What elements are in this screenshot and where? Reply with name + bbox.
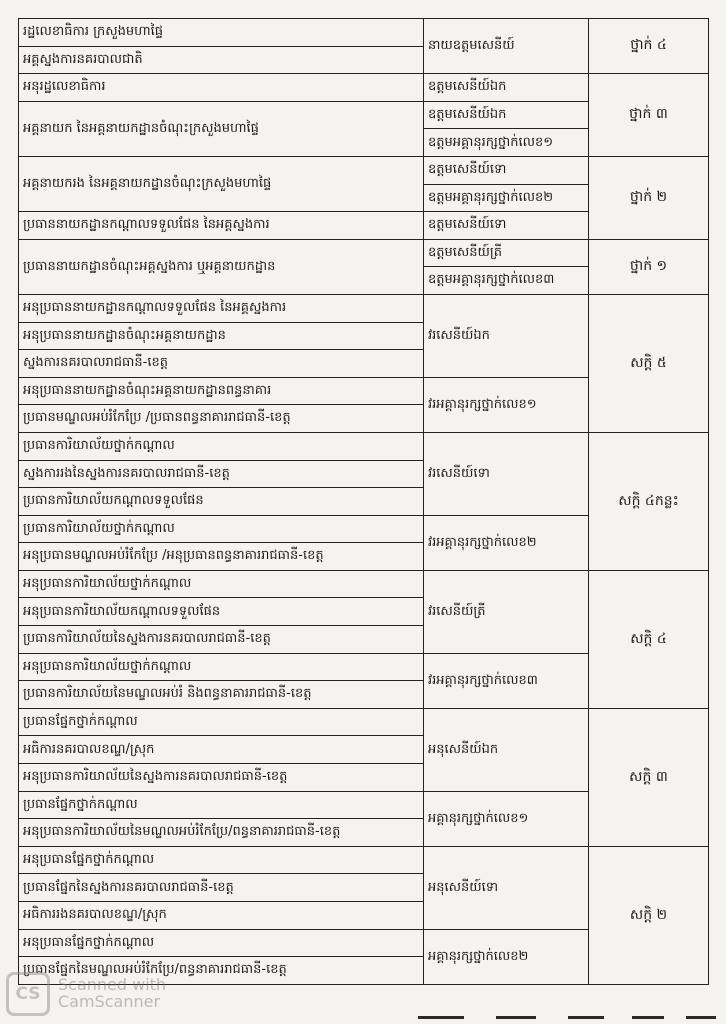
position-cell: អធិការរងនគរបាលខណ្ឌ/ស្រុក (19, 902, 424, 930)
rank-cell: សក្តិ ៤កន្លះ (589, 432, 709, 570)
position-cell: ស្នងការរងនៃស្នងការនគរបាលរាជធានី-ខេត្ត (19, 460, 424, 488)
table-row (19, 294, 709, 322)
position-cell: ប្រធានការិយាល័យនៃមណ្ឌលអប់រំ និងពន្ធនាគាររាជធានី-ខេត្ត (19, 681, 424, 709)
camscanner-watermark (6, 972, 166, 1016)
rank-cell: សក្តិ ៥ (589, 294, 709, 432)
position-cell: ប្រធានផ្នែកនៃស្នងការនគរបាលរាជធានី-ខេត្ត (19, 874, 424, 902)
table-row (19, 708, 709, 736)
position-cell: ប្រធានមណ្ឌលអប់រំកែប្រែ /ប្រធានពន្ធនាគាររាជធានី-ខេត្ត (19, 405, 424, 433)
position-cell: អនុប្រធានការិយាល័យថ្នាក់កណ្តាល (19, 653, 424, 681)
rank-cell: ថ្នាក់ ២ (589, 156, 709, 239)
grade-cell: ឧត្តមសេនីយ៍ទោ (424, 212, 589, 240)
grade-cell: ឧត្តមអគ្គានុរក្សថ្នាក់លេខ៣ (424, 267, 589, 295)
position-cell: អនុរដ្ឋលេខាធិការ (19, 74, 424, 102)
table-row (19, 432, 709, 460)
table-row (19, 156, 709, 184)
grade-cell: វរសេនីយ៍ឯក (424, 294, 589, 377)
grade-cell: ឧត្តមសេនីយ៍ទោ (424, 156, 589, 184)
table-row (19, 570, 709, 598)
position-cell: អគ្គនាយក នៃអគ្គនាយកដ្ឋានចំណុះក្រសួងមហាផ្ទៃ (19, 101, 424, 156)
position-cell: អនុប្រធាននាយកដ្ឋានចំណុះអគ្គនាយកដ្ឋាន (19, 322, 424, 350)
grade-cell: វរសេនីយ៍ត្រី (424, 570, 589, 653)
position-cell: ប្រធាននាយកដ្ឋានកណ្តាលទទួលផែន នៃអគ្គស្នងការ (19, 212, 424, 240)
grade-cell: អនុសេនីយ៍ឯក (424, 708, 589, 791)
position-cell: អនុប្រធានការិយាល័យនៃស្នងការនគរបាលរាជធានី-ខេត្ត (19, 764, 424, 792)
position-cell: អនុប្រធានផ្នែកថ្នាក់កណ្តាល (19, 846, 424, 874)
grade-cell: វរអគ្គានុរក្សថ្នាក់លេខ១ (424, 377, 589, 432)
position-cell: អគ្គស្នងការនគរបាលជាតិ (19, 46, 424, 74)
position-cell: អនុប្រធាននាយកដ្ឋានចំណុះអគ្គនាយកដ្ឋានពន្ធនាគារ (19, 377, 424, 405)
position-cell: អនុប្រធានការិយាល័យកណ្តាលទទួលផែន (19, 598, 424, 626)
grade-cell: ឧត្តមអគ្គានុរក្សថ្នាក់លេខ២ (424, 184, 589, 212)
grade-cell: ឧត្តមសេនីយ៍ត្រី (424, 239, 589, 267)
rank-cell: ថ្នាក់ ៣ (589, 74, 709, 157)
rank-cell: ថ្នាក់ ៤ (589, 19, 709, 74)
position-cell: រដ្ឋលេខាធិការ ក្រសួងមហាផ្ទៃ (19, 19, 424, 47)
position-cell: ស្នងការនគរបាលរាជធានី-ខេត្ត (19, 350, 424, 378)
table-row (19, 19, 709, 47)
position-cell: ប្រធានផ្នែកថ្នាក់កណ្តាល (19, 708, 424, 736)
table-row (19, 846, 709, 874)
grade-cell: ឧត្តមសេនីយ៍ឯក (424, 74, 589, 102)
table-row (19, 239, 709, 267)
watermark-text (58, 977, 166, 1011)
rank-cell: សក្តិ ៤ (589, 570, 709, 708)
grade-cell: ឧត្តមអគ្គានុរក្សថ្នាក់លេខ១ (424, 129, 589, 157)
position-cell: ប្រធានការិយាល័យថ្នាក់កណ្តាល (19, 432, 424, 460)
position-cell: អនុប្រធានផ្នែកថ្នាក់កណ្តាល (19, 929, 424, 957)
rank-table (18, 18, 709, 985)
position-cell: អនុប្រធានមណ្ឌលអប់រំកែប្រែ /អនុប្រធានពន្ធនាគាររាជធានី-ខេត្ត (19, 543, 424, 571)
position-cell: ប្រធានផ្នែកនៃមណ្ឌលអប់រំកែប្រែ/ពន្ធនាគាររាជធានី-ខេត្ត (19, 957, 424, 985)
position-cell: ប្រធានការិយាល័យកណ្តាលទទួលផែន (19, 488, 424, 516)
position-cell: អនុប្រធានការិយាល័យនៃមណ្ឌលអប់រំកែប្រែ/ពន្ធនាគាររាជធានី-ខេត្ត (19, 819, 424, 847)
position-cell: ប្រធាននាយកដ្ឋានចំណុះអគ្គស្នងការ ឬអគ្គនាយកដ្ឋាន (19, 239, 424, 294)
grade-cell: ឧត្តមសេនីយ៍ឯក (424, 101, 589, 129)
watermark-line-2: CamScanner (58, 992, 161, 1011)
table-row (19, 74, 709, 102)
position-cell: អធិការនគរបាលខណ្ឌ/ស្រុក (19, 736, 424, 764)
position-cell: ប្រធានការិយាល័យនៃស្នងការនគរបាលរាជធានី-ខេត្ត (19, 626, 424, 654)
rank-table-body (19, 19, 709, 985)
grade-cell: អនុសេនីយ៍ទោ (424, 846, 589, 929)
grade-cell: វរអគ្គានុរក្សថ្នាក់លេខ៣ (424, 653, 589, 708)
grade-cell: វរអគ្គានុរក្សថ្នាក់លេខ២ (424, 515, 589, 570)
camscanner-logo-icon: CS (6, 972, 50, 1016)
next-page-edge-marks (418, 1016, 718, 1024)
position-cell: អនុប្រធាននាយកដ្ឋានកណ្តាលទទួលផែន នៃអគ្គស្នងការ (19, 294, 424, 322)
rank-cell: ថ្នាក់ ១ (589, 239, 709, 294)
grade-cell: អគ្គានុរក្សថ្នាក់លេខ១ (424, 791, 589, 846)
grade-cell: នាយឧត្តមសេនីយ៍ (424, 19, 589, 74)
position-cell: អគ្គនាយករង នៃអគ្គនាយកដ្ឋានចំណុះក្រសួងមហាផ្ទៃ (19, 156, 424, 211)
rank-cell: សក្តិ ២ (589, 846, 709, 984)
grade-cell: វរសេនីយ៍ទោ (424, 432, 589, 515)
rank-cell: សក្តិ ៣ (589, 708, 709, 846)
position-cell: ប្រធានការិយាល័យថ្នាក់កណ្តាល (19, 515, 424, 543)
position-cell: អនុប្រធានការិយាល័យថ្នាក់កណ្តាល (19, 570, 424, 598)
position-cell: ប្រធានផ្នែកថ្នាក់កណ្តាល (19, 791, 424, 819)
watermark-line-1: Scanned with (58, 975, 167, 995)
grade-cell: អគ្គានុរក្សថ្នាក់លេខ២ (424, 929, 589, 984)
